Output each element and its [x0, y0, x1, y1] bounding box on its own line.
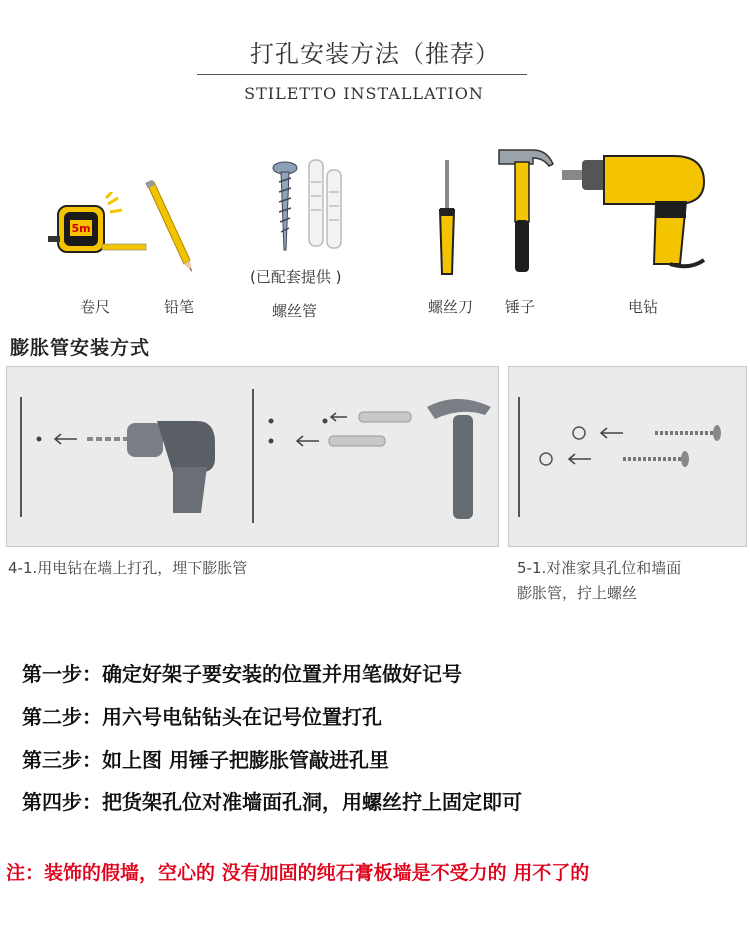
tool-note-included: (已配套提供 )	[250, 268, 342, 286]
tool-label-pencil: 铅笔	[164, 298, 195, 316]
tool-label-drill: 电钻	[628, 298, 659, 316]
caption-screwing-line2: 膨胀管，拧上螺丝	[517, 584, 638, 602]
step-2: 第二步：用六号电钻钻头在记号位置打孔	[22, 705, 382, 729]
pencil-icon	[140, 180, 200, 275]
tool-label-screws: 螺丝管	[272, 302, 318, 320]
install-panel-screwing	[508, 366, 747, 547]
tool-label-hammer: 锤子	[505, 298, 536, 316]
step-4: 第四步：把货架孔位对准墙面孔洞，用螺丝拧上固定即可	[22, 790, 522, 814]
drilling-illustration	[7, 367, 500, 548]
caption-screwing-line1: 5-1.对准家具孔位和墙面	[517, 559, 682, 577]
tool-label-tape-measure: 卷尺	[80, 298, 111, 316]
screwdriver-icon	[432, 158, 462, 278]
tape-badge: 5m	[71, 222, 91, 235]
step-1: 第一步：确定好架子要安装的位置并用笔做好记号	[22, 662, 462, 686]
page-subtitle: STILETTO INSTALLATION	[244, 84, 484, 103]
page-title: 打孔安装方法（推荐）	[250, 40, 500, 68]
hammer-icon	[495, 140, 555, 276]
power-drill-icon	[560, 146, 710, 276]
screw-icon	[270, 160, 300, 255]
wall-anchor-icon	[303, 156, 348, 251]
tape-measure-icon	[40, 192, 150, 272]
tool-label-screwdriver: 螺丝刀	[428, 298, 474, 316]
screwing-illustration	[509, 367, 748, 548]
step-3: 第三步：如上图 用锤子把膨胀管敲进孔里	[22, 748, 389, 772]
title-divider	[197, 74, 527, 75]
caption-drilling: 4-1.用电钻在墙上打孔，埋下膨胀管	[8, 559, 248, 577]
install-panel-drilling	[6, 366, 499, 547]
warning-note: 注：装饰的假墙，空心的 没有加固的纯石膏板墙是不受力的 用不了的	[6, 862, 590, 884]
section-heading: 膨胀管安装方式	[10, 337, 151, 359]
